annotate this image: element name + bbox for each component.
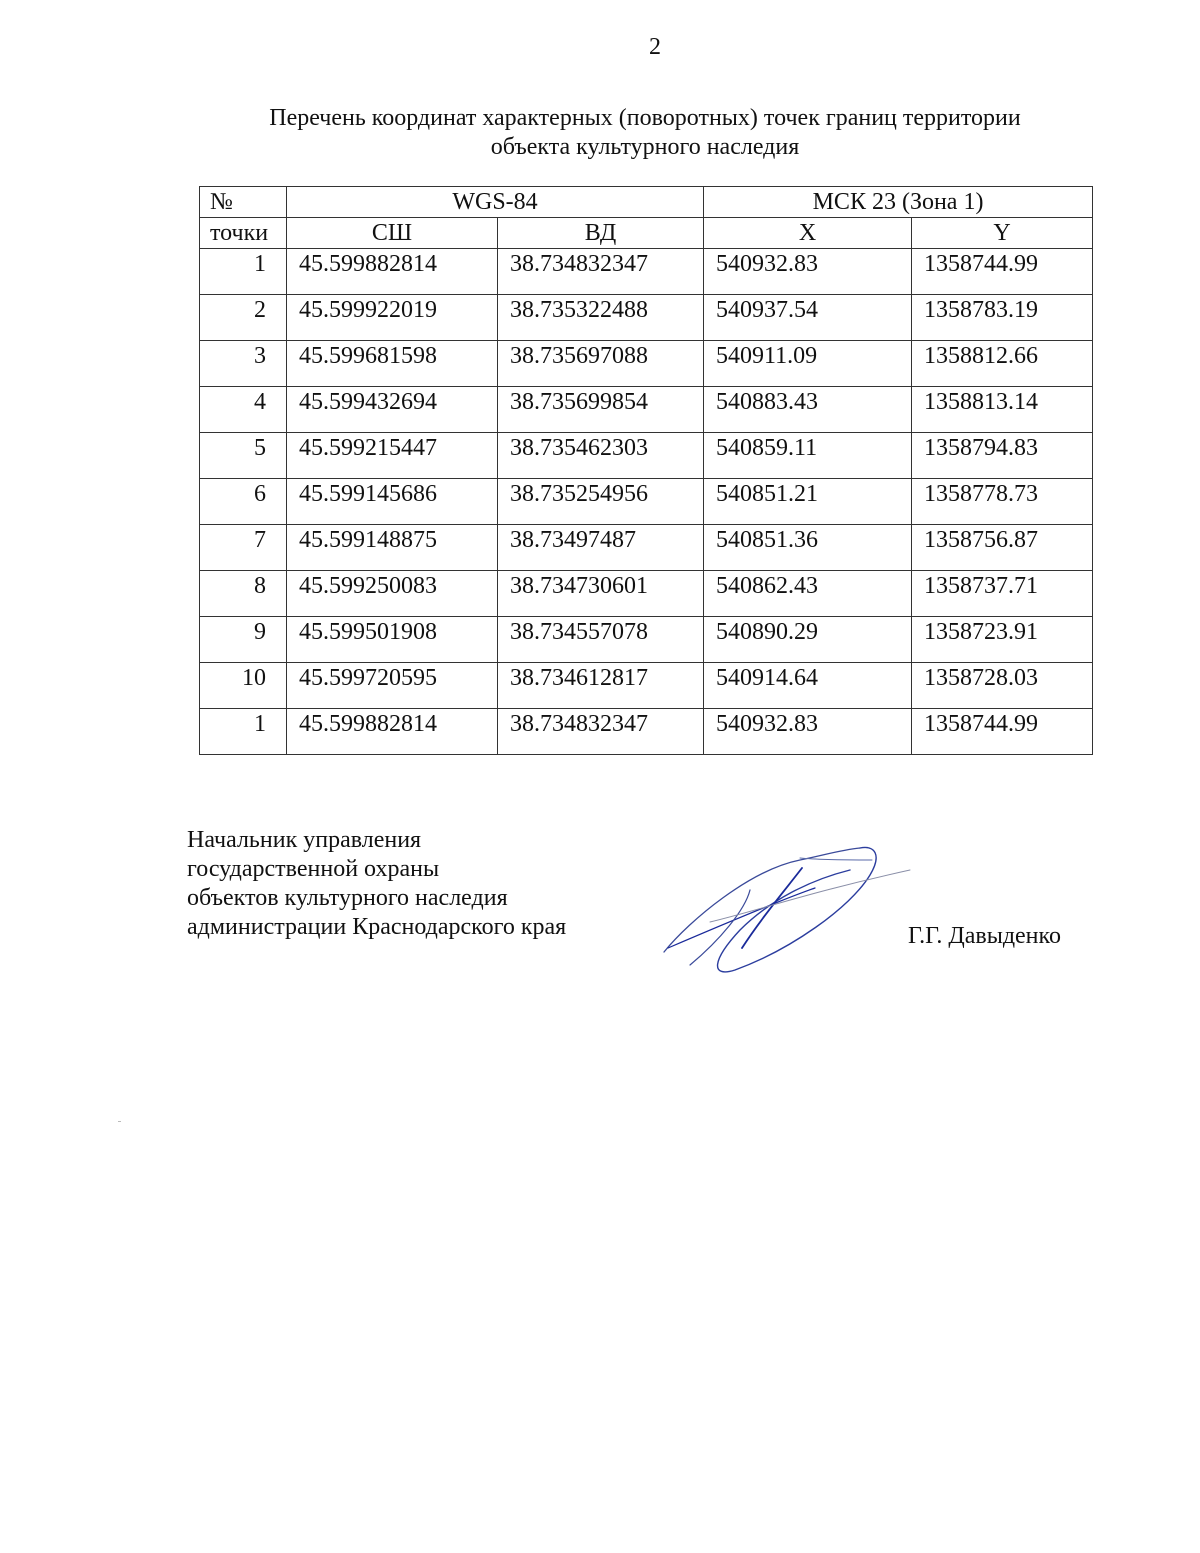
point-number-cell: 2 [200,295,287,341]
y-cell: 1358728.03 [912,663,1093,709]
header-x: X [704,218,912,249]
x-cell: 540851.21 [704,479,912,525]
title-line-1: Перечень координат характерных (поворотных) точек границ территории [269,105,1021,131]
x-cell: 540859.11 [704,433,912,479]
point-number-cell: 4 [200,387,287,433]
lon-cell: 38.734557078 [498,617,704,663]
lat-cell: 45.599145686 [287,479,498,525]
table-row [200,571,1093,617]
lat-cell: 45.599250083 [287,571,498,617]
y-cell: 1358737.71 [912,571,1093,617]
lon-cell: 38.73497487 [498,525,704,571]
lat-cell: 45.599148875 [287,525,498,571]
header-number-line1: № [200,187,287,218]
header-lon: ВД [498,218,704,249]
x-cell: 540914.64 [704,663,912,709]
table-row [200,249,1093,295]
x-cell: 540851.36 [704,525,912,571]
x-cell: 540932.83 [704,709,912,755]
lat-cell: 45.599681598 [287,341,498,387]
point-number-cell: 3 [200,341,287,387]
lon-cell: 38.734832347 [498,249,704,295]
scan-speck [118,1121,121,1122]
table-row [200,387,1093,433]
position-line: администрации Краснодарского края [187,914,567,940]
header-y: Y [912,218,1093,249]
lat-cell: 45.599922019 [287,295,498,341]
table-row [200,479,1093,525]
y-cell: 1358756.87 [912,525,1093,571]
y-cell: 1358813.14 [912,387,1093,433]
position-line: государственной охраны [187,856,440,882]
lon-cell: 38.734832347 [498,709,704,755]
y-cell: 1358794.83 [912,433,1093,479]
page-number: 2 [649,34,661,60]
y-cell: 1358744.99 [912,709,1093,755]
point-number-cell: 9 [200,617,287,663]
signature-stroke [664,848,860,952]
header-lat: СШ [287,218,498,249]
point-number-cell: 7 [200,525,287,571]
y-cell: 1358723.91 [912,617,1093,663]
signatory-position [187,826,566,942]
x-cell: 540937.54 [704,295,912,341]
lon-cell: 38.735462303 [498,433,704,479]
x-cell: 540890.29 [704,617,912,663]
lat-cell: 45.599882814 [287,709,498,755]
lat-cell: 45.599432694 [287,387,498,433]
position-line: Начальник управления [187,827,422,853]
lon-cell: 38.734730601 [498,571,704,617]
x-cell: 540911.09 [704,341,912,387]
y-cell: 1358812.66 [912,341,1093,387]
lon-cell: 38.734612817 [498,663,704,709]
table-row [200,709,1093,755]
handwritten-signature [650,830,920,980]
y-cell: 1358778.73 [912,479,1093,525]
signature-stroke [668,888,815,948]
lat-cell: 45.599501908 [287,617,498,663]
header-group-msk: МСК 23 (Зона 1) [704,187,1093,218]
x-cell: 540932.83 [704,249,912,295]
point-number-cell: 10 [200,663,287,709]
signer-name: Г.Г. Давыденко [908,923,1061,949]
table-row [200,525,1093,571]
header-number-line2: точки [200,218,287,249]
y-cell: 1358744.99 [912,249,1093,295]
point-number-cell: 6 [200,479,287,525]
header-group-wgs: WGS-84 [287,187,704,218]
point-number-cell: 1 [200,249,287,295]
x-cell: 540862.43 [704,571,912,617]
lat-cell: 45.599720595 [287,663,498,709]
table-row [200,433,1093,479]
signature-stroke [690,890,750,965]
point-number-cell: 5 [200,433,287,479]
lon-cell: 38.735699854 [498,387,704,433]
point-number-cell: 8 [200,571,287,617]
signature-stroke [710,870,910,922]
x-cell: 540883.43 [704,387,912,433]
lon-cell: 38.735697088 [498,341,704,387]
table-row [200,617,1093,663]
table-row [200,663,1093,709]
point-number-cell: 1 [200,709,287,755]
lat-cell: 45.599215447 [287,433,498,479]
document-title [200,104,1090,162]
table-row [200,295,1093,341]
lon-cell: 38.735322488 [498,295,704,341]
lat-cell: 45.599882814 [287,249,498,295]
table-row [200,341,1093,387]
lon-cell: 38.735254956 [498,479,704,525]
y-cell: 1358783.19 [912,295,1093,341]
coordinates-table [199,186,1093,755]
title-line-2: объекта культурного наследия [490,134,800,160]
position-line: объектов культурного наследия [187,885,508,911]
